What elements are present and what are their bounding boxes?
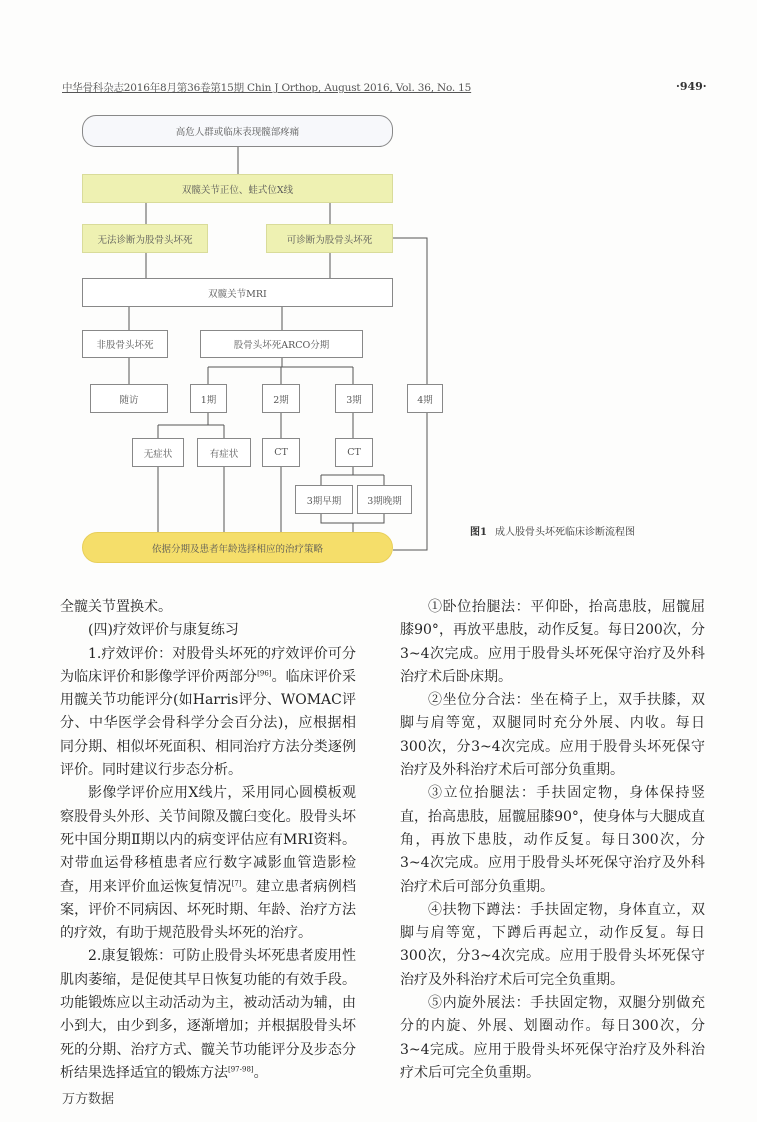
paragraph	[60, 596, 356, 619]
running-header: 中华骨科杂志2016年8月第36卷第15期 Chin J Orthop, August 2016, Vol. 36, No. 15	[62, 82, 472, 94]
paragraph-text: 2.康复锻炼：可防止股骨头坏死患者废用性肌肉萎缩，是促使其早日恢复功能的有效手段。功能锻炼应以主动活动为主，被动活动为辅，由小到大，由少到多，逐渐增加；并根据股骨头坏死的分期、治疗方式、髋关节功能评分及步态分析结果选择适宜的锻炼方法	[60, 948, 356, 1081]
heading-text: (四)疗效评价与康复练习	[88, 622, 239, 639]
figure-number: 图1	[470, 527, 487, 538]
citation: [97-98]	[228, 1065, 254, 1074]
paragraph-text: 。	[253, 1064, 268, 1081]
page-number: ·949·	[676, 80, 707, 93]
paragraph-text: 。建立患者病例档案，评价不同病因、坏死时期、年龄、治疗方法的疗效，有助于规范股骨头坏死的治疗。	[60, 878, 357, 942]
citation: [7]	[231, 878, 242, 887]
node-ct-stage2: CT	[262, 438, 300, 467]
figure-caption-text: 成人股骨头坏死临床诊断流程图	[494, 527, 635, 538]
paragraph-text: 影像学评价应用X线片，采用同心圆模板观察股骨头外形、关节间隙及髋臼变化。股骨头坏死中国分期Ⅱ期以内的病变评估应有MRI资料。对带血运骨移植患者应行数字减影血管造影检查，用来评价血运恢复情况	[60, 785, 356, 895]
node-stage3-late: 3期晚期	[357, 485, 412, 514]
node-start: 高危人群或临床表现髋部疼痛	[82, 115, 393, 147]
node-stage-4: 4期	[407, 384, 443, 413]
node-treatment: 依据分期及患者年龄选择相应的治疗策略	[82, 532, 393, 563]
right-column	[400, 596, 705, 1085]
node-stage-3: 3期	[335, 384, 373, 413]
exercise-paragraph: ②坐位分合法：坐在椅子上，双手扶膝，双脚与肩等宽，双腿同时充分外展、内收。每日300次，分3~4次完成。应用于股骨头坏死保守治疗及外科治疗术后可部分负重期。	[400, 692, 705, 779]
exercise-paragraph: ③立位抬腿法：手扶固定物，身体保持竖直，抬高患肢，屈髋屈膝90°，使身体与大腿成直角，再放下患肢，动作反复。每日300次，分3~4次完成。应用于股骨头坏死保守治疗及外科治疗术后可部分负重期。	[400, 785, 705, 895]
watermark: 万方数据	[62, 1092, 115, 1107]
paragraph	[60, 945, 356, 1085]
node-followup: 随访	[90, 384, 168, 413]
node-no-diagnosis: 无法诊断为股骨头坏死	[82, 224, 208, 253]
exercise-paragraph: ⑤内旋外展法：手扶固定物，双腿分别做充分的内旋、外展、划圈动作。每日300次，分3~4完成。应用于股骨头坏死保守治疗及外科治疗术后可完全负重期。	[400, 995, 705, 1081]
section-heading	[60, 619, 356, 642]
node-arco: 股骨头坏死ARCO分期	[200, 330, 363, 358]
figure-caption	[470, 523, 635, 538]
node-asymptomatic: 无症状	[132, 438, 184, 467]
node-stage-1: 1期	[190, 384, 227, 413]
paragraph-text: 。临床评价采用髋关节功能评分(如Harris评分、WOMAC评分、中华医学会骨科学分会百分法)，应根据相同分期、相似坏死面积、相同治疗方法分类逐例评价。同时建议行步态分析。	[60, 668, 357, 779]
node-mri: 双髋关节MRI	[82, 278, 393, 307]
node-ct-stage3: CT	[335, 438, 373, 467]
node-diagnosis: 可诊断为股骨头坏死	[266, 224, 393, 253]
citation: [96]	[257, 669, 272, 678]
paragraph-text: 1.疗效评价：对股骨头坏死的疗效评价可分为临床评价和影像学评价两部分	[60, 645, 356, 685]
left-column	[60, 596, 356, 1085]
node-stage3-early: 3期早期	[295, 485, 353, 514]
exercise-paragraph: ④扶物下蹲法：手扶固定物，身体直立，双脚与肩等宽，下蹲后再起立，动作反复。每日300次，分3~4次完成。应用于股骨头坏死保守治疗及外科治疗术后可完全负重期。	[400, 901, 705, 988]
paragraph	[60, 643, 356, 783]
paragraph-text: 全髋关节置换术。	[60, 599, 172, 615]
paragraph	[60, 782, 356, 945]
node-xray: 双髋关节正位、蛙式位X线	[82, 174, 393, 203]
node-symptomatic: 有症状	[197, 438, 251, 467]
node-stage-2: 2期	[262, 384, 300, 413]
exercise-paragraph: ①卧位抬腿法：平仰卧，抬高患肢，屈髋屈膝90°，再放平患肢，动作反复。每日200次，分3~4次完成。应用于股骨头坏死保守治疗及外科治疗术后卧床期。	[400, 599, 705, 685]
node-non-onfh: 非股骨头坏死	[82, 330, 168, 358]
